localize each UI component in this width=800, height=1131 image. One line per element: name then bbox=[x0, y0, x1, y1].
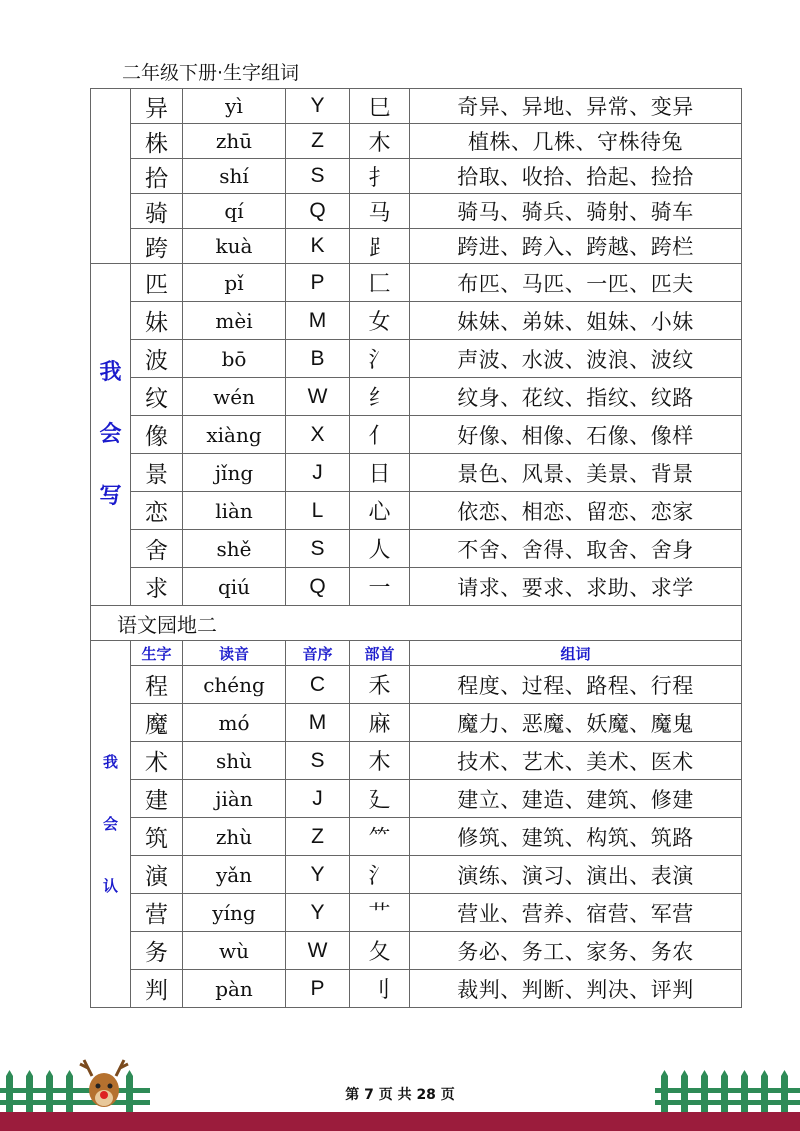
radical-cell: 氵 bbox=[350, 340, 410, 378]
order-cell: Y bbox=[286, 894, 350, 932]
radical-cell: 廴 bbox=[350, 780, 410, 818]
pinyin-cell: jiàn bbox=[183, 780, 286, 818]
radical-cell: 人 bbox=[350, 530, 410, 568]
words-cell: 请求、要求、求助、求学 bbox=[410, 568, 742, 606]
section-side-label bbox=[91, 89, 131, 264]
order-cell: Q bbox=[286, 568, 350, 606]
table-row bbox=[91, 492, 742, 530]
table-row bbox=[91, 894, 742, 932]
table-row bbox=[91, 89, 742, 124]
radical-cell: 扌 bbox=[350, 159, 410, 194]
table-row bbox=[91, 568, 742, 606]
char-cell: 魔 bbox=[131, 704, 183, 742]
order-cell: P bbox=[286, 970, 350, 1008]
column-header-row bbox=[91, 641, 742, 666]
char-cell: 株 bbox=[131, 124, 183, 159]
char-cell: 判 bbox=[131, 970, 183, 1008]
char-cell: 恋 bbox=[131, 492, 183, 530]
page-title: 二年级下册·生字组词 bbox=[122, 62, 300, 84]
pinyin-cell: zhū bbox=[183, 124, 286, 159]
char-cell: 异 bbox=[131, 89, 183, 124]
order-cell: L bbox=[286, 492, 350, 530]
page-number: 第 7 页 共 28 页 bbox=[345, 1087, 455, 1103]
pinyin-cell: shě bbox=[183, 530, 286, 568]
side-label-char: 写 bbox=[99, 483, 122, 509]
order-cell: X bbox=[286, 416, 350, 454]
table-row bbox=[91, 666, 742, 704]
char-cell: 舍 bbox=[131, 530, 183, 568]
table-row bbox=[91, 742, 742, 780]
pinyin-cell: chéng bbox=[183, 666, 286, 704]
pinyin-cell: liàn bbox=[183, 492, 286, 530]
pinyin-cell: shí bbox=[183, 159, 286, 194]
order-cell: W bbox=[286, 932, 350, 970]
char-cell: 像 bbox=[131, 416, 183, 454]
radical-cell: 马 bbox=[350, 194, 410, 229]
radical-cell: 女 bbox=[350, 302, 410, 340]
char-cell: 骑 bbox=[131, 194, 183, 229]
radical-cell: 木 bbox=[350, 124, 410, 159]
table-row bbox=[91, 302, 742, 340]
order-cell: B bbox=[286, 340, 350, 378]
side-label-char: 我 bbox=[99, 359, 122, 385]
char-cell: 跨 bbox=[131, 229, 183, 264]
column-header-words: 组词 bbox=[410, 641, 742, 666]
words-cell: 纹身、花纹、指纹、纹路 bbox=[410, 378, 742, 416]
order-cell: M bbox=[286, 704, 350, 742]
order-cell: S bbox=[286, 530, 350, 568]
pinyin-cell: wén bbox=[183, 378, 286, 416]
pinyin-cell: mèi bbox=[183, 302, 286, 340]
pinyin-cell: pǐ bbox=[183, 264, 286, 302]
words-cell: 演练、演习、演出、表演 bbox=[410, 856, 742, 894]
pinyin-cell: qiú bbox=[183, 568, 286, 606]
order-cell: S bbox=[286, 742, 350, 780]
char-cell: 营 bbox=[131, 894, 183, 932]
order-cell: Z bbox=[286, 818, 350, 856]
side-label-char: 我 bbox=[102, 753, 118, 771]
table-row bbox=[91, 932, 742, 970]
pinyin-cell: yíng bbox=[183, 894, 286, 932]
section-title: 语文园地二 bbox=[91, 606, 742, 641]
pinyin-cell: mó bbox=[183, 704, 286, 742]
table-row bbox=[91, 818, 742, 856]
radical-cell: 纟 bbox=[350, 378, 410, 416]
order-cell: Y bbox=[286, 89, 350, 124]
table-row bbox=[91, 530, 742, 568]
words-cell: 植株、几株、守株待兔 bbox=[410, 124, 742, 159]
pinyin-cell: qí bbox=[183, 194, 286, 229]
column-header-radical: 部首 bbox=[350, 641, 410, 666]
words-cell: 技术、艺术、美术、医术 bbox=[410, 742, 742, 780]
order-cell: C bbox=[286, 666, 350, 704]
radical-cell: 亻 bbox=[350, 416, 410, 454]
pinyin-cell: bō bbox=[183, 340, 286, 378]
side-label-char: 会 bbox=[99, 421, 122, 447]
words-cell: 跨进、跨入、跨越、跨栏 bbox=[410, 229, 742, 264]
words-cell: 建立、建造、建筑、修建 bbox=[410, 780, 742, 818]
char-cell: 筑 bbox=[131, 818, 183, 856]
radical-cell: 一 bbox=[350, 568, 410, 606]
char-cell: 演 bbox=[131, 856, 183, 894]
table-row bbox=[91, 194, 742, 229]
table-row bbox=[91, 159, 742, 194]
side-label-char: 会 bbox=[102, 815, 118, 833]
char-cell: 拾 bbox=[131, 159, 183, 194]
pinyin-cell: yì bbox=[183, 89, 286, 124]
order-cell: K bbox=[286, 229, 350, 264]
char-cell: 妹 bbox=[131, 302, 183, 340]
pinyin-cell: shù bbox=[183, 742, 286, 780]
radical-cell: 心 bbox=[350, 492, 410, 530]
footer-bar bbox=[0, 1112, 800, 1131]
pinyin-cell: zhù bbox=[183, 818, 286, 856]
radical-cell: ⺮ bbox=[350, 818, 410, 856]
pinyin-cell: xiàng bbox=[183, 416, 286, 454]
column-header-pinyin: 读音 bbox=[183, 641, 286, 666]
table-row bbox=[91, 378, 742, 416]
section-side-label bbox=[91, 264, 131, 606]
words-cell: 骑马、骑兵、骑射、骑车 bbox=[410, 194, 742, 229]
order-cell: W bbox=[286, 378, 350, 416]
table-row bbox=[91, 704, 742, 742]
radical-cell: 禾 bbox=[350, 666, 410, 704]
char-cell: 程 bbox=[131, 666, 183, 704]
pinyin-cell: yǎn bbox=[183, 856, 286, 894]
char-cell: 匹 bbox=[131, 264, 183, 302]
words-cell: 营业、营养、宿营、军营 bbox=[410, 894, 742, 932]
words-cell: 修筑、建筑、构筑、筑路 bbox=[410, 818, 742, 856]
char-cell: 纹 bbox=[131, 378, 183, 416]
radical-cell: ⻊ bbox=[350, 229, 410, 264]
table-row bbox=[91, 970, 742, 1008]
table-row bbox=[91, 780, 742, 818]
words-cell: 妹妹、弟妹、姐妹、小妹 bbox=[410, 302, 742, 340]
words-cell: 务必、务工、家务、务农 bbox=[410, 932, 742, 970]
char-cell: 波 bbox=[131, 340, 183, 378]
section-side-label bbox=[91, 641, 131, 1008]
words-cell: 程度、过程、路程、行程 bbox=[410, 666, 742, 704]
pinyin-cell: kuà bbox=[183, 229, 286, 264]
column-header-order: 音序 bbox=[286, 641, 350, 666]
table-row bbox=[91, 416, 742, 454]
side-label-char: 认 bbox=[102, 877, 118, 895]
pinyin-cell: wù bbox=[183, 932, 286, 970]
radical-cell: 夂 bbox=[350, 932, 410, 970]
words-cell: 不舍、舍得、取舍、舍身 bbox=[410, 530, 742, 568]
char-cell: 术 bbox=[131, 742, 183, 780]
order-cell: J bbox=[286, 454, 350, 492]
radical-cell: 艹 bbox=[350, 894, 410, 932]
words-cell: 依恋、相恋、留恋、恋家 bbox=[410, 492, 742, 530]
order-cell: M bbox=[286, 302, 350, 340]
table-row bbox=[91, 454, 742, 492]
order-cell: Z bbox=[286, 124, 350, 159]
words-cell: 布匹、马匹、一匹、匹夫 bbox=[410, 264, 742, 302]
radical-cell: 匚 bbox=[350, 264, 410, 302]
vocab-table bbox=[90, 88, 742, 1008]
radical-cell: 日 bbox=[350, 454, 410, 492]
words-cell: 魔力、恶魔、妖魔、魔鬼 bbox=[410, 704, 742, 742]
table-row bbox=[91, 124, 742, 159]
order-cell: J bbox=[286, 780, 350, 818]
order-cell: Y bbox=[286, 856, 350, 894]
column-header-char: 生字 bbox=[131, 641, 183, 666]
words-cell: 声波、水波、波浪、波纹 bbox=[410, 340, 742, 378]
radical-cell: 木 bbox=[350, 742, 410, 780]
table-row bbox=[91, 229, 742, 264]
table-row bbox=[91, 340, 742, 378]
char-cell: 务 bbox=[131, 932, 183, 970]
words-cell: 裁判、判断、判决、评判 bbox=[410, 970, 742, 1008]
pinyin-cell: pàn bbox=[183, 970, 286, 1008]
order-cell: S bbox=[286, 159, 350, 194]
words-cell: 拾取、收拾、拾起、捡拾 bbox=[410, 159, 742, 194]
radical-cell: 氵 bbox=[350, 856, 410, 894]
radical-cell: 巳 bbox=[350, 89, 410, 124]
table-row bbox=[91, 856, 742, 894]
table-row bbox=[91, 264, 742, 302]
radical-cell: 刂 bbox=[350, 970, 410, 1008]
words-cell: 好像、相像、石像、像样 bbox=[410, 416, 742, 454]
words-cell: 景色、风景、美景、背景 bbox=[410, 454, 742, 492]
section-title-row bbox=[91, 606, 742, 641]
char-cell: 求 bbox=[131, 568, 183, 606]
char-cell: 景 bbox=[131, 454, 183, 492]
words-cell: 奇异、异地、异常、变异 bbox=[410, 89, 742, 124]
radical-cell: 麻 bbox=[350, 704, 410, 742]
order-cell: P bbox=[286, 264, 350, 302]
char-cell: 建 bbox=[131, 780, 183, 818]
pinyin-cell: jǐng bbox=[183, 454, 286, 492]
order-cell: Q bbox=[286, 194, 350, 229]
